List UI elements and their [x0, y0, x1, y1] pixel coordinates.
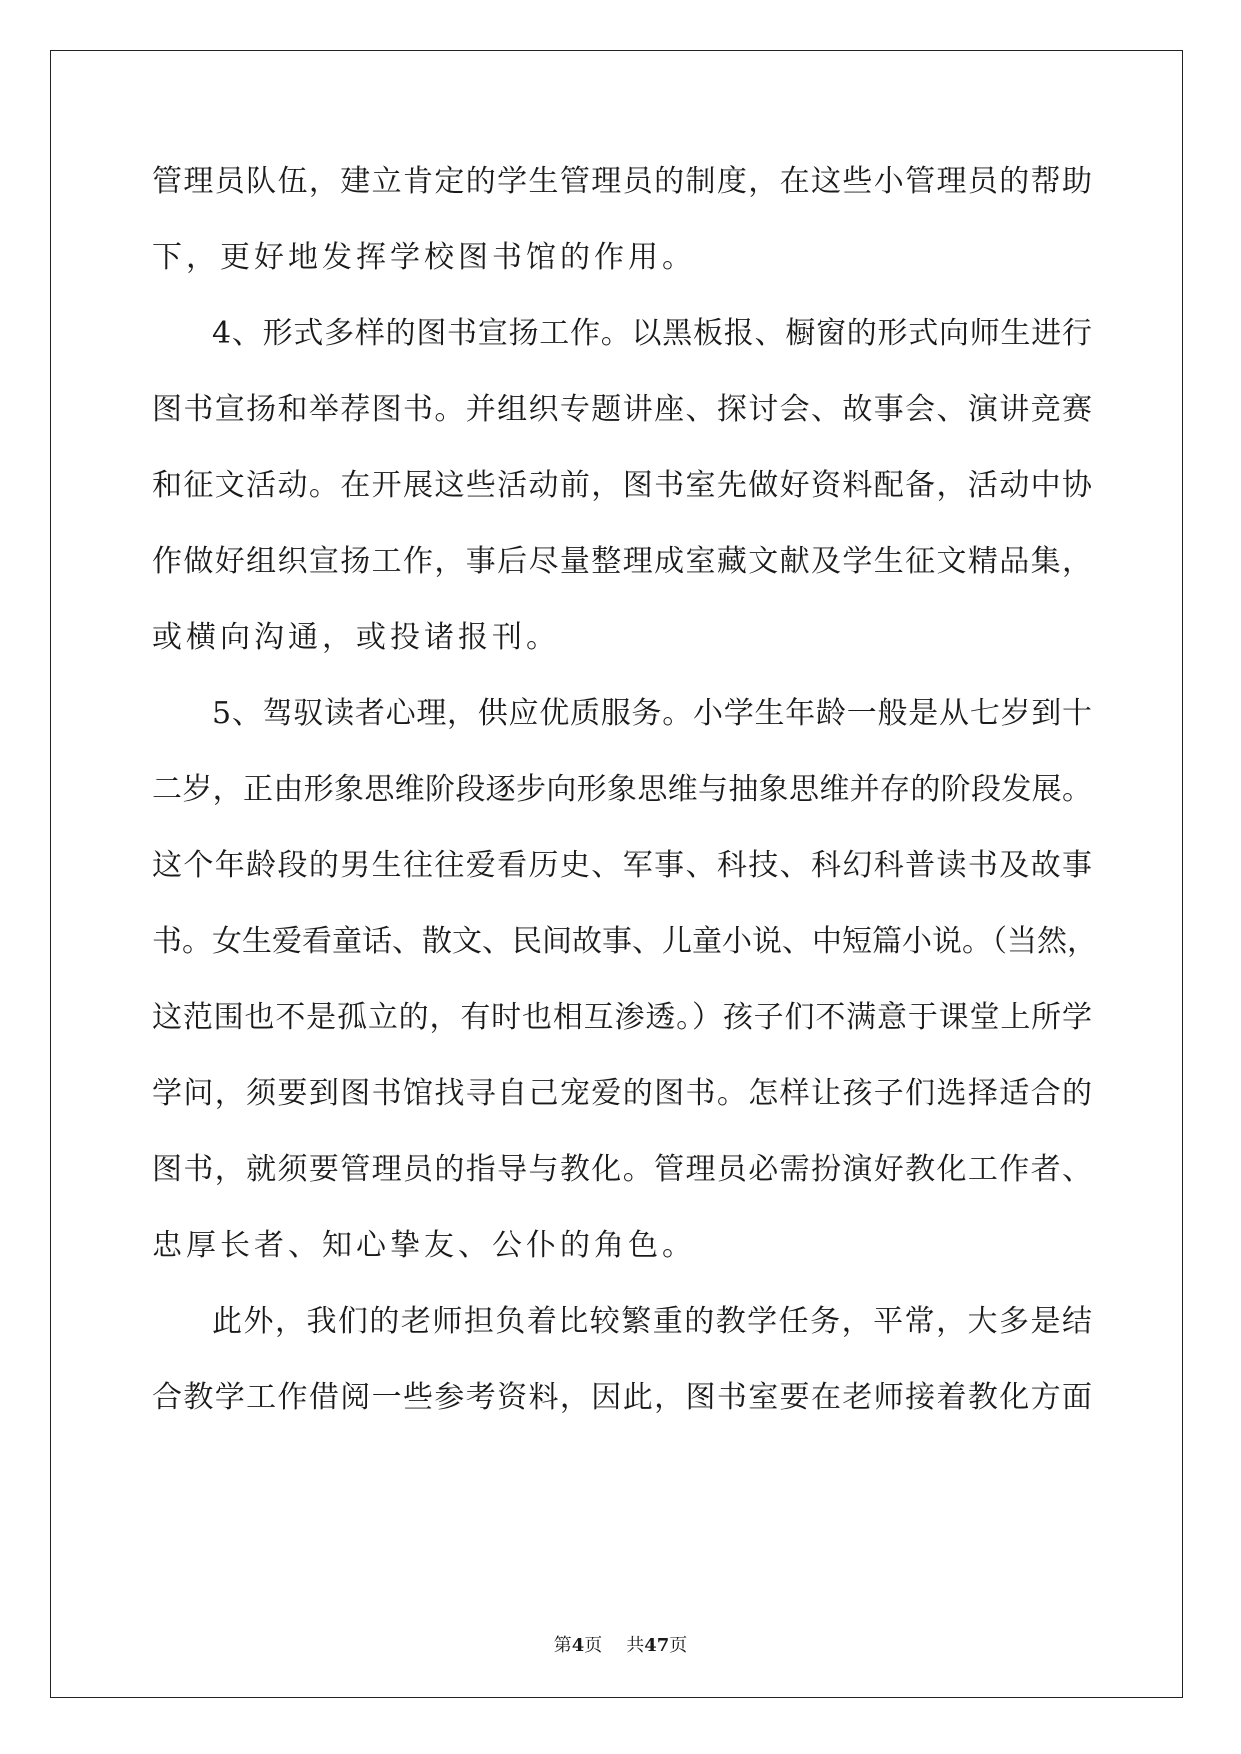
- text-line: 忠厚长者、知心挚友、公仆的角色。: [152, 1228, 696, 1263]
- page-prefix: 第: [553, 1635, 572, 1656]
- text-line: 作做好组织宣扬工作，事后尽量整理成室藏文献及学生征文精品集，: [152, 544, 1092, 579]
- text-line: 图书，就须要管理员的指导与教化。管理员必需扮演好教化工作者、: [152, 1152, 1092, 1187]
- total-prefix: 共: [626, 1635, 645, 1656]
- page-suffix: 页: [584, 1635, 603, 1656]
- total-suffix: 页: [669, 1635, 688, 1656]
- text-line: 合教学工作借阅一些参考资料，因此，图书室要在老师接着教化方面: [152, 1380, 1092, 1415]
- text-line: 或横向沟通，或投诸报刊。: [152, 620, 560, 655]
- paragraph-start-line: 此外，我们的老师担负着比较繁重的教学任务，平常，大多是结: [212, 1304, 1092, 1339]
- paragraph-start-line: 4、形式多样的图书宣扬工作。以黑板报、橱窗的形式向师生进行: [212, 316, 1092, 351]
- text-line: 图书宣扬和举荐图书。并组织专题讲座、探讨会、故事会、演讲竞赛: [152, 392, 1092, 427]
- page-footer: [0, 1634, 1241, 1658]
- page-number: 4: [571, 1635, 585, 1656]
- text-line: 这范围也不是孤立的，有时也相互渗透。）孩子们不满意于课堂上所学: [152, 1000, 1092, 1035]
- text-line: 学问，须要到图书馆找寻自己宠爱的图书。怎样让孩子们选择适合的: [152, 1076, 1092, 1111]
- paragraph-start-line: 5、驾驭读者心理，供应优质服务。小学生年龄一般是从七岁到十: [212, 696, 1092, 731]
- text-line: 和征文活动。在开展这些活动前，图书室先做好资料配备，活动中协: [152, 468, 1092, 503]
- text-line: 下，更好地发挥学校图书馆的作用。: [152, 240, 696, 275]
- total-pages: 47: [644, 1635, 670, 1656]
- text-line: 二岁，正由形象思维阶段逐步向形象思维与抽象思维并存的阶段发展。: [152, 772, 1092, 807]
- document-body: [152, 162, 1097, 1454]
- text-line: 书。女生爱看童话、散文、民间故事、儿童小说、中短篇小说。（当然，: [152, 924, 1097, 959]
- text-line: 这个年龄段的男生往往爱看历史、军事、科技、科幻科普读书及故事: [152, 848, 1092, 883]
- text-line: 管理员队伍，建立肯定的学生管理员的制度，在这些小管理员的帮助: [152, 164, 1092, 199]
